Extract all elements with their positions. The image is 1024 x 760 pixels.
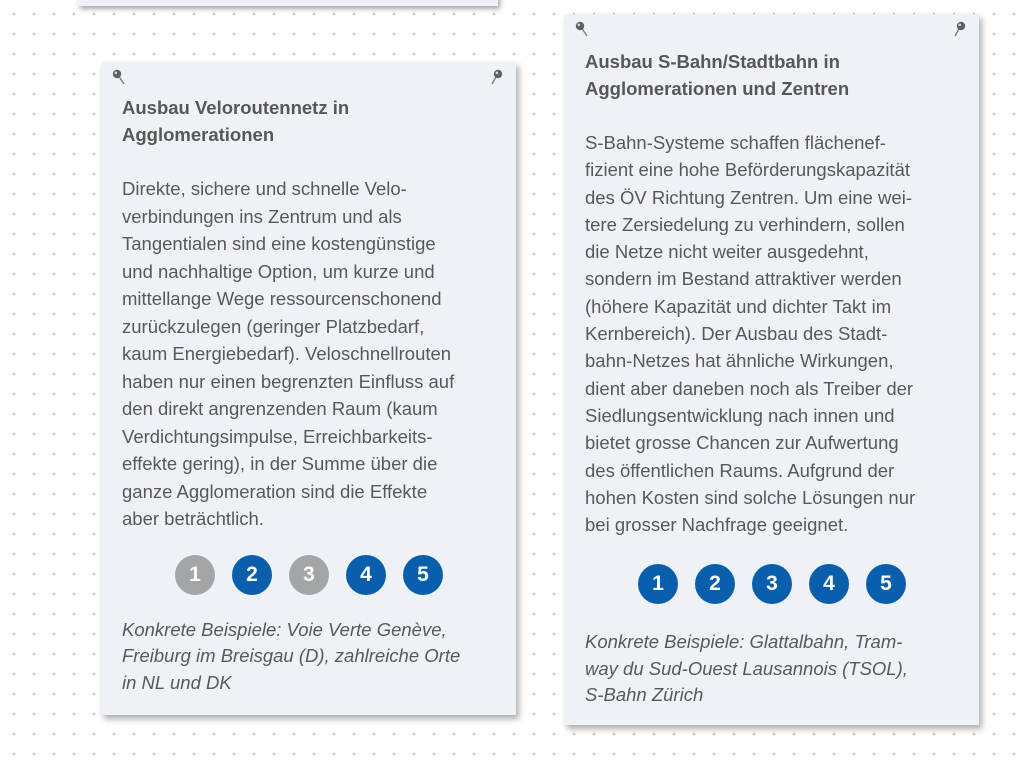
rating-dot-5: 5 xyxy=(866,564,906,604)
rating-dot-2: 2 xyxy=(695,564,735,604)
rating-dot-5: 5 xyxy=(403,555,443,595)
card-sbahn-stadtbahn xyxy=(564,14,979,725)
pushpin-icon xyxy=(951,20,967,38)
rating-dot-2: 2 xyxy=(232,555,272,595)
rating-dot-3: 3 xyxy=(752,564,792,604)
rating-dot-1: 1 xyxy=(638,564,678,604)
card-title: Ausbau S-Bahn/Stadtbahn in Agglomerationen und Zentren xyxy=(585,51,850,99)
card-veloroutennetz xyxy=(101,62,516,715)
card-examples: Konkrete Beispiele: Voie Verte Genève, Freiburg im Breisgau (D), zahlreiche Orte in NL und DK xyxy=(122,618,461,693)
card-body-text: S-Bahn-Systeme schaffen flächenef- fizient eine hohe Beförderungskapazität des ÖV Richtung Zentren. Um eine wei- tere Zersiedelung zu verhindern, sollen die Netze nicht weiter ausgedehnt, sondern im Bestand attraktiver werden (höhere Kapazität und dichter Takt im Kernbereich). Der Ausbau des Stadt- bahn-Netzes hat ähnliche Wirkungen, dient aber daneben noch als Treiber der Siedlungsentwicklung nach innen und bietet grosse Chancen zur Aufwertung des öffentlichen Raums. Aufgrund der hohen Kosten sind solche Lösungen nur bei grosser Nachfrage geeignet. xyxy=(585,132,916,536)
pushpin-icon xyxy=(574,20,590,38)
rating-dots xyxy=(585,564,959,604)
pushpin-icon xyxy=(111,68,127,86)
rating-dot-3: 3 xyxy=(289,555,329,595)
pushpin-icon xyxy=(488,68,504,86)
rating-dot-4: 4 xyxy=(346,555,386,595)
card-body-text: Direkte, sichere und schnelle Velo- verbindungen ins Zentrum und als Tangentialen sind eine kostengünstige und nachhaltige Option, um kurze und mittellange Wege ressourcenschonend zurückzulegen (geringer Platzbedarf, kaum Energiebedarf). Veloschnellrouten haben nur einen begrenzten Einfluss auf den direkt angrenzenden Raum (kaum Verdichtungsimpulse, Erreichbarkeits- effekte gering), in der Summe über die ganze Agglomeration sind die Effekte aber beträchtlich. xyxy=(122,178,455,529)
rating-dot-4: 4 xyxy=(809,564,849,604)
rating-dots xyxy=(122,555,496,595)
card-title: Ausbau Veloroutennetz in Agglomerationen xyxy=(122,97,350,145)
rating-dot-1: 1 xyxy=(175,555,215,595)
previous-card-edge xyxy=(78,0,498,6)
card-examples: Konkrete Beispiele: Glattalbahn, Tram- way du Sud-Ouest Lausannois (TSOL), S-Bahn Zürich xyxy=(585,631,908,706)
